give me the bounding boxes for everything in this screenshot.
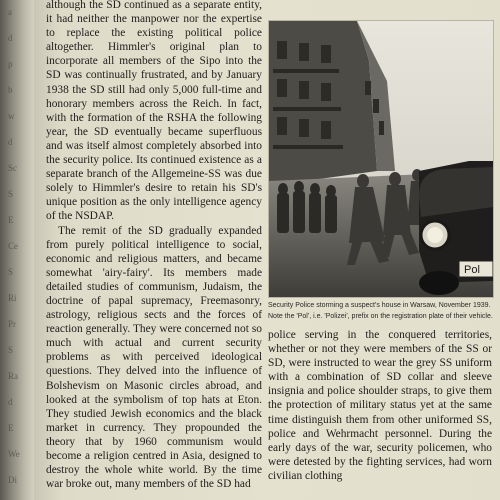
photograph-warsaw-raid: [269, 21, 493, 297]
facing-page-fragment: Di: [8, 475, 17, 485]
facing-page-fragment: w: [8, 111, 15, 121]
facing-page-fragment: We: [8, 449, 20, 459]
paragraph-3: police serving in the conquered territories, whether or not they were members of the SS or SD, were instructed to wear the grey SS uniform with a combination of SD collar and sleeve insignia and police shoulder straps, to give them the protection of military status yet at the same time distinguish them from other uniformed SS, police and Wehrmacht personnel. During the early days of the war, security policemen, who were detested by the fighting services, had worn civilian clothing: [268, 329, 492, 482]
facing-page-fragment: d: [8, 137, 13, 147]
facing-page-fragment: E: [8, 423, 14, 433]
right-text-column: [268, 328, 492, 483]
facing-page-fragment: Sc: [8, 163, 17, 173]
facing-page-fragment: b: [8, 85, 13, 95]
facing-page-fragment: S: [8, 345, 14, 355]
facing-page-fragment: E: [8, 215, 14, 225]
facing-page-fragment: Ce: [8, 241, 18, 251]
photo-caption: [268, 300, 496, 322]
facing-page-fragment: S: [8, 189, 14, 199]
photograph-frame: [268, 20, 494, 298]
facing-page-edge: [0, 0, 34, 500]
facing-page-fragment: a: [8, 7, 12, 17]
photo-illustration: [269, 21, 493, 297]
registration-plate: Pol: [464, 264, 480, 276]
facing-page-fragment: d: [8, 33, 13, 43]
paragraph-1: although the SD continued as a separate entity, it had neither the manpower nor the expertise to replace the existing political police altogether. Himmler's original plan to incorporate all members of the Sipo into the SD was continually frustrated, and by January 1938 the SD still had only 5,000 full-time and honorary members across the Reich. In fact, with the formation of the RSHA the following year, the SD eventually became superfluous and was itself almost completely absorbed into the security police. Its continued existence as a separate branch of the Allgemeine-SS was due solely to Himmler's desire to retain his SD's unique position as the only intelligence agency of the NSDAP.: [46, 0, 262, 223]
caption-line-2: Note the 'Pol', i.e. 'Polizei', prefix on the registration plate of their vehicle.: [268, 313, 493, 320]
facing-page-fragment: Ri: [8, 293, 17, 303]
facing-page-fragment: p: [8, 59, 13, 69]
facing-page-fragment: Pr: [8, 319, 17, 329]
caption-line-1: Security Police storming a suspect's house in Warsaw, November 1939.: [268, 302, 491, 309]
facing-page-fragment: Ra: [8, 371, 18, 381]
paragraph-2: The remit of the SD gradually expanded from purely political intelligence to social, economic and religious matters, and became somewhat 'airy-fairy'. Its members made detailed studies of communism, Judaism, the doctrine of papal supremacy, Freemasonry, astrology, religious sects and the forces of reaction generally. They were concerned not so much with actual and current security problems as with perceived ideological questions. They delved into the influence of Bolshevism on Masonic circles abroad, and looked at the symbolism of top hats at Eton. They studied Jewish economics and the black market in currency. They propounded the theory that by 1960 communism would become a religion centred in Asia, designed to destroy the whole white world. By the time war broke out, many members of the SD had: [46, 224, 262, 491]
left-text-column: [46, 0, 262, 491]
facing-page-fragment: d: [8, 397, 13, 407]
facing-page-fragment: S: [8, 267, 14, 277]
book-page: [34, 0, 500, 500]
